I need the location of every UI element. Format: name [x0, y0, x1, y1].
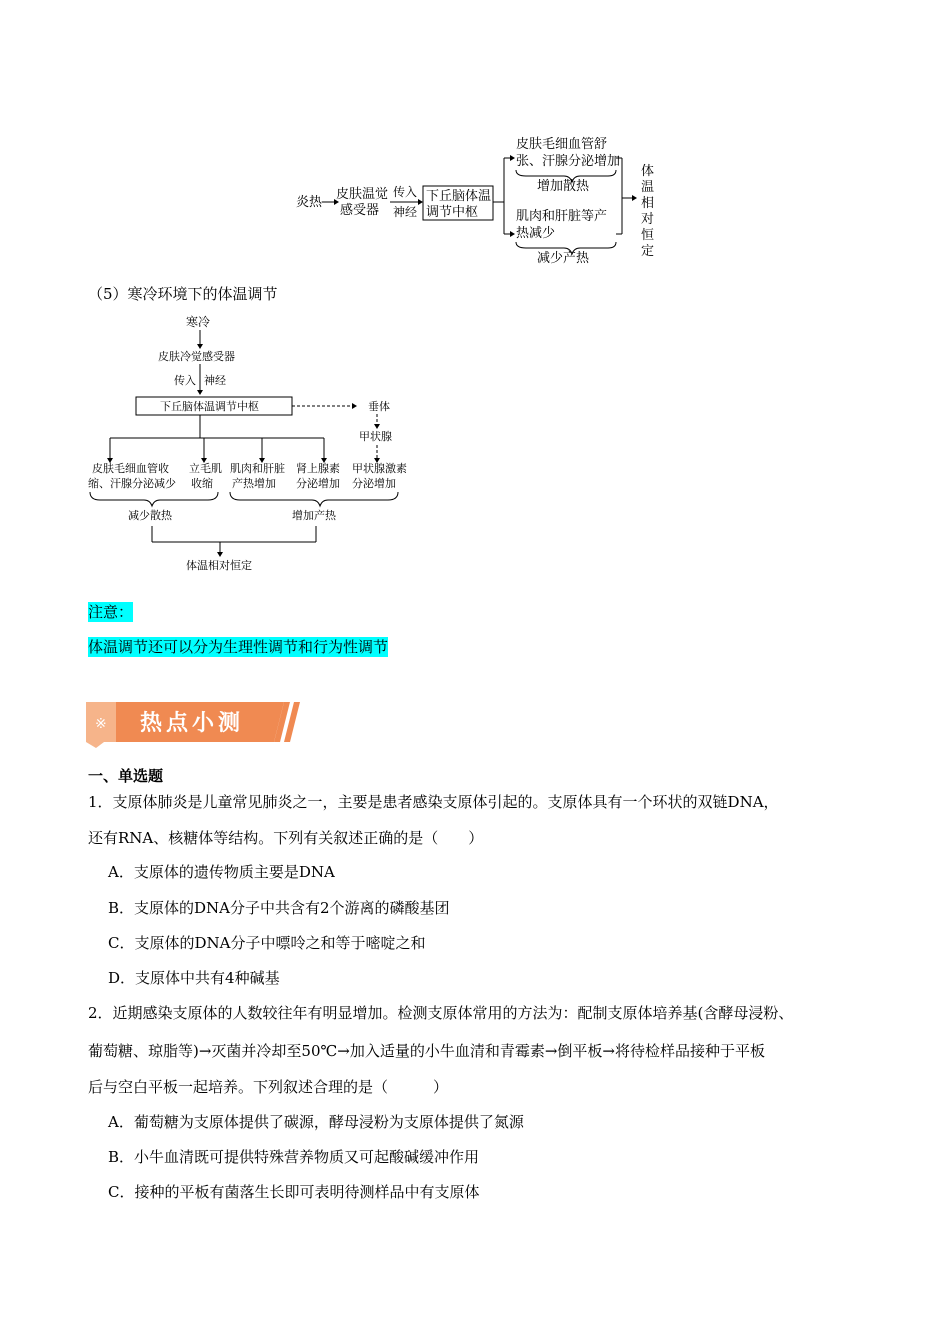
section-heading: 一、单选题 — [88, 767, 164, 785]
cold-outcome: 体温相对恒定 — [186, 559, 252, 572]
cold-receptor: 皮肤冷觉感受器 — [158, 350, 235, 363]
note-text: 体温调节还可以分为生理性调节和行为性调节 — [88, 638, 389, 656]
q2-option-a: A．葡萄糖为支原体提供了碳源，酵母浸粉为支原体提供了氮源 — [108, 1113, 524, 1131]
hot-outcome-2: 相 — [641, 196, 655, 211]
q2-line-3: 后与空白平板一起培养。下列叙述合理的是（ ） — [88, 1078, 449, 1096]
hot-outcome-5: 定 — [641, 244, 655, 259]
cold-b1-l2: 缩、汗腺分泌减少 — [88, 477, 176, 490]
cold-reduce: 减少散热 — [128, 509, 172, 522]
hot-outcome-3: 对 — [641, 212, 655, 227]
q1-line-2: 还有RNA、核糖体等结构。下列有关叙述正确的是（ ） — [88, 829, 484, 847]
cold-b5-l1: 甲状腺激素 — [352, 462, 407, 475]
cold-pituitary: 垂体 — [368, 400, 390, 413]
cold-b4-l1: 肾上腺素 — [296, 462, 340, 475]
cold-b2-l1: 立毛肌 — [189, 462, 222, 475]
q1-option-a: A．支原体的遗传物质主要是DNA — [108, 863, 335, 881]
hot-nerve: 神经 — [393, 205, 418, 219]
hot-outcome-4: 恒 — [641, 228, 655, 243]
note-label: 注意： — [88, 603, 134, 621]
cold-nerve: 神经 — [204, 374, 226, 387]
cold-b1-l1: 皮肤毛细血管收 — [92, 462, 169, 475]
hot-lower-result: 减少产热 — [537, 251, 590, 266]
q2-line-1: 2．近期感染支原体的人数较往年有明显增加。检测支原体常用的方法为：配制支原体培养基(含酵母浸粉、 — [88, 1004, 794, 1022]
cold-b3-l2: 产热增加 — [232, 477, 276, 490]
hot-test-banner — [86, 702, 302, 748]
hot-outcome-1: 温 — [641, 180, 655, 195]
cold-stimulus: 寒冷 — [186, 315, 211, 329]
cold-b3-l1: 肌肉和肝脏 — [230, 462, 285, 475]
cold-increase: 增加产热 — [292, 509, 336, 522]
hot-center-l2: 调节中枢 — [426, 205, 479, 220]
hot-outcome-0: 体 — [641, 164, 655, 179]
hot-upper-l2: 张、汗腺分泌增加 — [516, 154, 621, 169]
hot-lower-l2: 热减少 — [516, 226, 556, 241]
banner-title: 热点小测 — [140, 710, 245, 736]
q1-line-1: 1．支原体肺炎是儿童常见肺炎之一，主要是患者感染支原体引起的。支原体具有一个环状的双链DNA， — [88, 793, 779, 811]
cold-afferent: 传入 — [174, 374, 196, 387]
cold-b4-l2: 分泌增加 — [296, 477, 340, 490]
hot-upper-l1: 皮肤毛细血管舒 — [516, 137, 608, 152]
cold-center: 下丘脑体温调节中枢 — [160, 400, 259, 413]
q2-option-b: B．小牛血清既可提供特殊营养物质又可起酸碱缓冲作用 — [108, 1148, 480, 1166]
q2-option-c: C．接种的平板有菌落生长即可表明待测样品中有支原体 — [108, 1183, 480, 1201]
hot-lower-l1: 肌肉和肝脏等产 — [516, 209, 608, 224]
section5-title: （5）寒冷环境下的体温调节 — [88, 285, 278, 303]
cold-thyroid: 甲状腺 — [359, 430, 392, 443]
q1-option-d: D．支原体中共有4种碱基 — [108, 969, 280, 987]
q1-option-c: C．支原体的DNA分子中嘌呤之和等于嘧啶之和 — [108, 934, 426, 952]
q1-option-b: B．支原体的DNA分子中共含有2个游离的磷酸基团 — [108, 899, 450, 917]
hot-receptor-l1: 皮肤温觉 — [336, 187, 389, 202]
hot-upper-result: 增加散热 — [537, 179, 590, 194]
hot-regulation-diagram — [290, 130, 670, 270]
hot-afferent: 传入 — [393, 185, 418, 199]
hot-receptor-l2: 感受器 — [340, 203, 380, 218]
cold-b2-l2: 收缩 — [191, 477, 213, 490]
cold-regulation-diagram — [80, 308, 420, 580]
hot-center-l1: 下丘脑体温 — [426, 189, 492, 204]
hot-stimulus: 炎热 — [296, 195, 323, 210]
q2-line-2: 葡萄糖、琼脂等)→灭菌并冷却至50℃→加入适量的小牛血清和青霉素→倒平板→将待检样品接种于平板 — [88, 1042, 765, 1060]
cold-b5-l2: 分泌增加 — [352, 477, 396, 490]
banner-mark: ※ — [95, 716, 107, 732]
